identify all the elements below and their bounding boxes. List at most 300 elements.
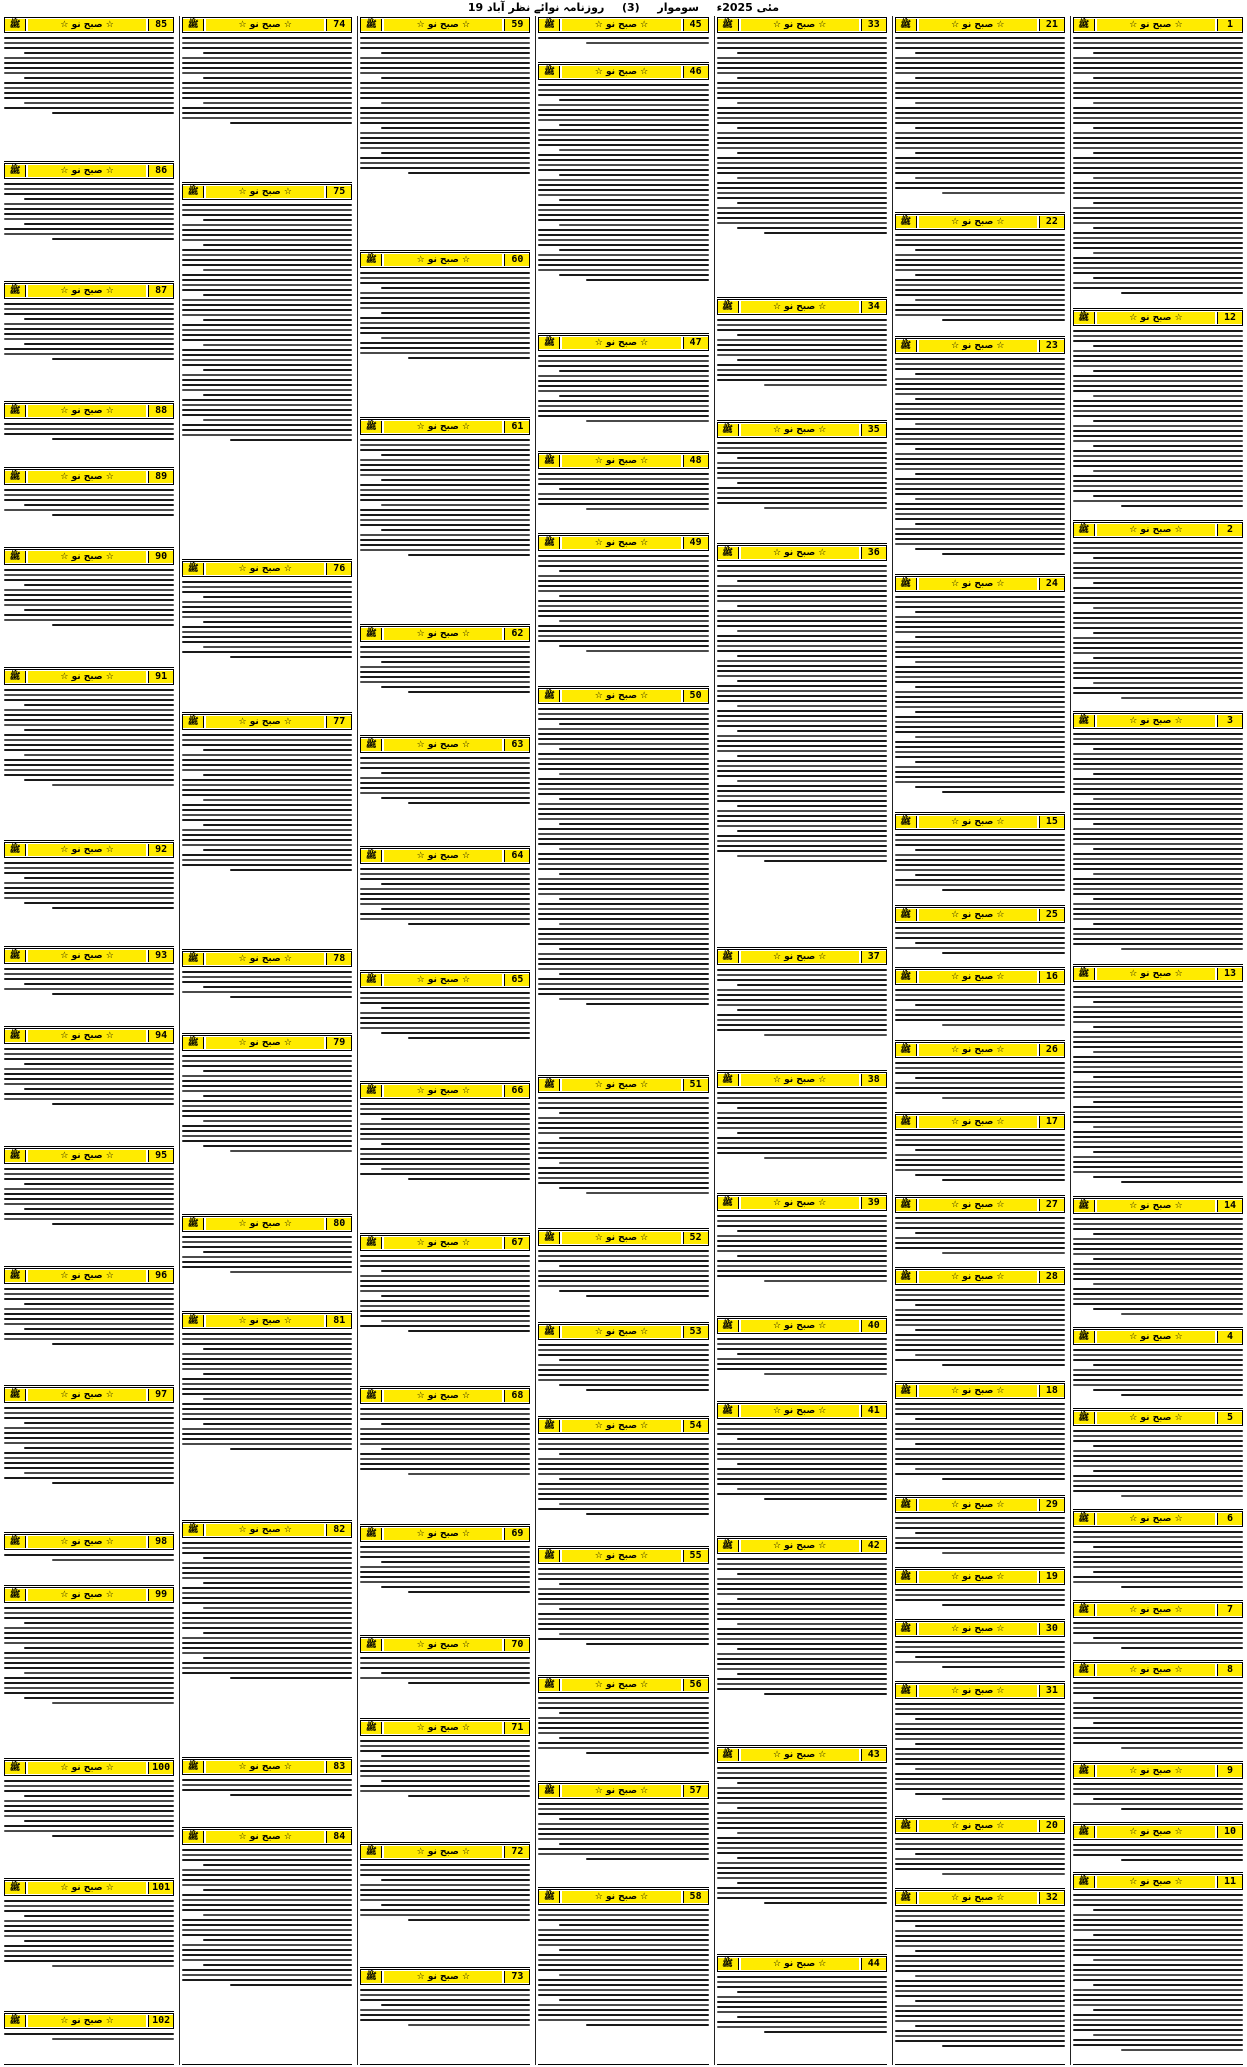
masthead xyxy=(0,0,1247,16)
classified-ad xyxy=(182,16,352,183)
ad-number: 31 xyxy=(1039,1685,1064,1697)
ad-title: ☆ صبح نو ☆ xyxy=(28,1589,146,1601)
ad-text-block xyxy=(895,1835,1065,1886)
calligraphy-icon: ﷺ xyxy=(361,1722,382,1734)
classified-ad xyxy=(1073,309,1243,521)
classified-ad xyxy=(538,1076,708,1229)
classified-ad xyxy=(360,1843,530,1968)
ad-number: 100 xyxy=(148,1762,173,1774)
classified-ad xyxy=(895,1620,1065,1682)
calligraphy-icon: ﷺ xyxy=(718,951,739,963)
calligraphy-icon: ﷺ xyxy=(361,850,382,862)
ad-title: ☆ صبح نو ☆ xyxy=(384,421,502,433)
classified-ad xyxy=(360,847,530,972)
ad-title: ☆ صبح نو ☆ xyxy=(919,1116,1037,1128)
ad-title: ☆ صبح نو ☆ xyxy=(741,1405,859,1417)
classified-ad xyxy=(895,968,1065,1040)
ad-number: 32 xyxy=(1039,1892,1064,1904)
ad-header xyxy=(182,1313,352,1329)
ad-header xyxy=(1073,310,1243,326)
ad-number: 3 xyxy=(1217,715,1242,727)
ad-number: 54 xyxy=(683,1420,708,1432)
ad-text-block xyxy=(1073,1780,1243,1820)
ad-header xyxy=(1073,1662,1243,1678)
ad-text-block xyxy=(360,436,530,623)
ad-text-block xyxy=(4,1285,174,1384)
classified-ad xyxy=(717,1317,887,1403)
calligraphy-icon: ﷺ xyxy=(5,165,26,177)
ad-header xyxy=(538,1230,708,1246)
ad-text-block xyxy=(717,1764,887,1952)
classified-ad xyxy=(717,1955,887,2065)
ad-header xyxy=(4,403,174,419)
classified-ad xyxy=(538,334,708,452)
classified-ad xyxy=(360,1387,530,1525)
classified-ad xyxy=(360,736,530,847)
ad-title: ☆ صبح نو ☆ xyxy=(562,337,680,349)
classified-ad xyxy=(538,16,708,63)
calligraphy-icon: ﷺ xyxy=(718,1197,739,1209)
ad-header xyxy=(360,972,530,988)
classified-ad xyxy=(895,1496,1065,1568)
ad-header xyxy=(895,1269,1065,1285)
calligraphy-icon: ﷺ xyxy=(5,1389,26,1401)
classified-ad xyxy=(4,841,174,947)
ad-title: ☆ صبح نو ☆ xyxy=(206,563,324,575)
calligraphy-icon: ﷺ xyxy=(183,1831,204,1843)
ad-header xyxy=(4,283,174,299)
ad-header xyxy=(717,17,887,33)
ad-text-block xyxy=(1073,1679,1243,1759)
calligraphy-icon: ﷺ xyxy=(361,421,382,433)
ad-text-block xyxy=(360,269,530,414)
classified-ad xyxy=(182,1521,352,1758)
ad-text-block xyxy=(717,316,887,418)
classified-ad xyxy=(538,687,708,1076)
ad-title: ☆ صبح نو ☆ xyxy=(384,1085,502,1097)
ad-text-block xyxy=(4,566,174,665)
ad-title: ☆ صبح نو ☆ xyxy=(1097,1513,1215,1525)
classified-ad xyxy=(4,1027,174,1147)
classified-ad xyxy=(895,575,1065,813)
classified-ad xyxy=(895,213,1065,337)
ad-title: ☆ صبح نو ☆ xyxy=(384,19,502,31)
ad-header xyxy=(360,1388,530,1404)
ad-header xyxy=(717,1956,887,1972)
calligraphy-icon: ﷺ xyxy=(539,1679,560,1691)
ad-header xyxy=(4,1387,174,1403)
ad-title: ☆ صبح نو ☆ xyxy=(1097,715,1215,727)
calligraphy-icon: ﷺ xyxy=(361,1390,382,1402)
ad-header xyxy=(1073,17,1243,33)
calligraphy-icon: ﷺ xyxy=(718,1320,739,1332)
classified-ad xyxy=(4,1533,174,1586)
ad-number: 68 xyxy=(504,1390,529,1402)
ad-number: 101 xyxy=(148,1882,173,1894)
ad-text-block xyxy=(895,231,1065,334)
ad-title: ☆ صبح نو ☆ xyxy=(28,551,146,563)
ad-number: 36 xyxy=(861,547,886,559)
calligraphy-icon: ﷺ xyxy=(539,1785,560,1797)
ad-text-block xyxy=(1073,1891,1243,2062)
ad-text-block xyxy=(717,562,887,946)
ad-number: 65 xyxy=(504,974,529,986)
ad-number: 39 xyxy=(861,1197,886,1209)
calligraphy-icon: ﷺ xyxy=(539,337,560,349)
classified-ad xyxy=(360,251,530,417)
calligraphy-icon: ﷺ xyxy=(539,1891,560,1903)
classified-ad xyxy=(4,282,174,402)
ad-column xyxy=(535,16,710,2065)
ad-number: 34 xyxy=(861,301,886,313)
ad-title: ☆ صبح نو ☆ xyxy=(562,1326,680,1338)
classified-ad xyxy=(182,1312,352,1521)
classified-ad xyxy=(360,1719,530,1844)
ad-text-block xyxy=(360,1405,530,1522)
ad-title: ☆ صبح نو ☆ xyxy=(384,1528,502,1540)
classified-ad xyxy=(895,906,1065,968)
ad-title: ☆ صبح نو ☆ xyxy=(1097,968,1215,980)
ad-text-block xyxy=(1073,1841,1243,1870)
ad-title: ☆ صبح نو ☆ xyxy=(28,1270,146,1282)
ad-text-block xyxy=(1073,1346,1243,1406)
ad-text-block xyxy=(4,686,174,838)
ad-number: 46 xyxy=(683,66,708,78)
ad-text-block xyxy=(895,986,1065,1037)
ad-header xyxy=(4,1587,174,1603)
ad-header xyxy=(360,848,530,864)
ad-number: 18 xyxy=(1039,1385,1064,1397)
ad-title: ☆ صبح نو ☆ xyxy=(384,739,502,751)
classified-ad xyxy=(717,1746,887,1955)
ad-title: ☆ صبح نو ☆ xyxy=(1097,1826,1215,1838)
ad-header xyxy=(1073,522,1243,538)
ad-text-block xyxy=(895,1286,1065,1379)
calligraphy-icon: ﷺ xyxy=(718,1540,739,1552)
classified-ad xyxy=(1073,965,1243,1197)
classified-ad xyxy=(182,1034,352,1215)
ad-header xyxy=(4,469,174,485)
ad-header xyxy=(4,1148,174,1164)
classified-ad xyxy=(182,1828,352,2065)
ad-text-block xyxy=(182,731,352,947)
ad-title: ☆ صبح نو ☆ xyxy=(1097,1200,1215,1212)
ad-header xyxy=(4,948,174,964)
classified-ad xyxy=(4,1386,174,1532)
calligraphy-icon: ﷺ xyxy=(183,1218,204,1230)
ad-number: 26 xyxy=(1039,1044,1064,1056)
classified-ad xyxy=(717,1402,887,1537)
classified-ad xyxy=(182,950,352,1034)
ad-text-block xyxy=(1073,730,1243,961)
classified-ad xyxy=(538,1547,708,1677)
ad-header xyxy=(895,1197,1065,1213)
ad-title: ☆ صبح نو ☆ xyxy=(562,1420,680,1432)
calligraphy-icon: ﷺ xyxy=(896,216,917,228)
ad-title: ☆ صبح نو ☆ xyxy=(384,1722,502,1734)
calligraphy-icon: ﷺ xyxy=(361,254,382,266)
classified-ad xyxy=(895,1382,1065,1496)
ad-text-block xyxy=(538,352,708,449)
ad-number: 14 xyxy=(1217,1200,1242,1212)
ad-number: 64 xyxy=(504,850,529,862)
ad-number: 11 xyxy=(1217,1876,1242,1888)
ad-title: ☆ صبح نو ☆ xyxy=(384,628,502,640)
calligraphy-icon: ﷺ xyxy=(1074,1765,1095,1777)
ad-title: ☆ صبح نو ☆ xyxy=(28,950,146,962)
ad-title: ☆ صبح نو ☆ xyxy=(1097,1664,1215,1676)
ad-divider xyxy=(360,2064,530,2065)
classified-ad xyxy=(4,2012,174,2065)
ad-header xyxy=(895,814,1065,830)
classified-ad xyxy=(182,713,352,950)
ad-number: 38 xyxy=(861,1074,886,1086)
classified-ad xyxy=(1073,16,1243,309)
ad-text-block xyxy=(4,859,174,944)
ad-number: 97 xyxy=(148,1389,173,1401)
classified-ad xyxy=(538,1888,708,2065)
ad-number: 80 xyxy=(326,1218,351,1230)
ad-title: ☆ صبح نو ☆ xyxy=(28,1536,146,1548)
ad-header xyxy=(360,626,530,642)
ad-header xyxy=(895,907,1065,923)
classified-ad xyxy=(360,418,530,626)
ad-header xyxy=(538,1418,708,1434)
ad-number: 84 xyxy=(326,1831,351,1843)
calligraphy-icon: ﷺ xyxy=(5,671,26,683)
calligraphy-icon: ﷺ xyxy=(718,1958,739,1970)
calligraphy-icon: ﷺ xyxy=(896,1623,917,1635)
ad-header xyxy=(717,1072,887,1088)
ad-text-block xyxy=(895,1586,1065,1617)
classified-ad xyxy=(717,948,887,1071)
calligraphy-icon: ﷺ xyxy=(1074,968,1095,980)
ad-divider xyxy=(895,2064,1065,2065)
ad-text-block xyxy=(895,34,1065,210)
ad-number: 21 xyxy=(1039,19,1064,31)
ad-title: ☆ صبح نو ☆ xyxy=(741,301,859,313)
calligraphy-icon: ﷺ xyxy=(183,953,204,965)
classified-ad xyxy=(360,971,530,1082)
ad-title: ☆ صبح نو ☆ xyxy=(562,537,680,549)
ad-number: 81 xyxy=(326,1315,351,1327)
ad-number: 79 xyxy=(326,1037,351,1049)
ad-header xyxy=(717,1195,887,1211)
ad-number: 98 xyxy=(148,1536,173,1548)
classified-ad xyxy=(717,421,887,544)
calligraphy-icon: ﷺ xyxy=(361,1085,382,1097)
classifieds-page xyxy=(2,16,1245,2065)
ad-title: ☆ صبح نو ☆ xyxy=(741,1074,859,1086)
ad-number: 29 xyxy=(1039,1499,1064,1511)
ad-number: 44 xyxy=(861,1958,886,1970)
classified-ad xyxy=(1073,1823,1243,1873)
calligraphy-icon: ﷺ xyxy=(361,19,382,31)
calligraphy-icon: ﷺ xyxy=(896,816,917,828)
ad-header xyxy=(4,1880,174,1896)
classified-ad xyxy=(717,1537,887,1746)
ad-number: 89 xyxy=(148,471,173,483)
ad-number: 8 xyxy=(1217,1664,1242,1676)
calligraphy-icon: ﷺ xyxy=(539,537,560,549)
ad-title: ☆ صبح نو ☆ xyxy=(919,19,1037,31)
ad-text-block xyxy=(1073,983,1243,1194)
calligraphy-icon: ﷺ xyxy=(539,1550,560,1562)
ad-number: 61 xyxy=(504,421,529,433)
classified-ad xyxy=(360,1082,530,1234)
ad-text-block xyxy=(182,1846,352,2062)
calligraphy-icon: ﷺ xyxy=(896,340,917,352)
ad-header xyxy=(717,422,887,438)
classified-ad xyxy=(182,560,352,713)
ad-number: 82 xyxy=(326,1524,351,1536)
ad-number: 42 xyxy=(861,1540,886,1552)
ad-title: ☆ صبح نو ☆ xyxy=(384,1237,502,1249)
ad-divider xyxy=(4,2064,174,2065)
ad-header xyxy=(895,1683,1065,1699)
classified-ad xyxy=(717,16,887,298)
ad-text-block xyxy=(4,965,174,1024)
ad-number: 33 xyxy=(861,19,886,31)
ad-header xyxy=(360,1969,530,1985)
ad-text-block xyxy=(360,989,530,1079)
classified-ad xyxy=(895,1889,1065,2065)
ad-text-block xyxy=(182,578,352,710)
classified-ad xyxy=(717,298,887,421)
classified-ad xyxy=(360,16,530,251)
ad-text-block xyxy=(182,1776,352,1825)
ad-number: 9 xyxy=(1217,1765,1242,1777)
ad-title: ☆ صبح نو ☆ xyxy=(384,850,502,862)
ad-text-block xyxy=(538,1341,708,1414)
classified-ad xyxy=(895,1568,1065,1620)
ad-text-block xyxy=(895,1059,1065,1110)
ad-header xyxy=(182,184,352,200)
calligraphy-icon: ﷺ xyxy=(896,1685,917,1697)
classified-ad xyxy=(4,162,174,282)
calligraphy-icon: ﷺ xyxy=(1074,19,1095,31)
ad-number: 20 xyxy=(1039,1820,1064,1832)
classified-ad xyxy=(4,548,174,668)
masthead-page: (3) xyxy=(621,1,640,14)
ad-header xyxy=(1073,1763,1243,1779)
calligraphy-icon: ﷺ xyxy=(896,578,917,590)
classified-ad xyxy=(182,1758,352,1828)
ad-number: 66 xyxy=(504,1085,529,1097)
calligraphy-icon: ﷺ xyxy=(361,739,382,751)
ad-title: ☆ صبح نو ☆ xyxy=(28,671,146,683)
ad-text-block xyxy=(4,486,174,545)
classified-ad xyxy=(360,1525,530,1636)
classified-ad xyxy=(4,402,174,469)
calligraphy-icon: ﷺ xyxy=(361,1528,382,1540)
ad-text-block xyxy=(717,34,887,295)
ad-title: ☆ صبح نو ☆ xyxy=(28,405,146,417)
ad-divider xyxy=(717,2064,887,2065)
ad-header xyxy=(895,214,1065,230)
ad-number: 27 xyxy=(1039,1199,1064,1211)
ad-title: ☆ صبح نو ☆ xyxy=(206,716,324,728)
ad-number: 6 xyxy=(1217,1513,1242,1525)
ad-number: 51 xyxy=(683,1079,708,1091)
ad-number: 57 xyxy=(683,1785,708,1797)
ad-header xyxy=(895,1497,1065,1513)
ad-header xyxy=(895,17,1065,33)
ad-title: ☆ صبح نو ☆ xyxy=(28,2015,146,2027)
ad-header xyxy=(895,576,1065,592)
ad-number: 37 xyxy=(861,951,886,963)
ad-title: ☆ صبح نو ☆ xyxy=(1097,1765,1215,1777)
ad-text-block xyxy=(1073,1528,1243,1598)
classified-ad xyxy=(895,1817,1065,1889)
ad-text-block xyxy=(360,1543,530,1633)
ad-title: ☆ صبح نو ☆ xyxy=(741,951,859,963)
ad-number: 71 xyxy=(504,1722,529,1734)
ad-number: 45 xyxy=(683,19,708,31)
ad-number: 50 xyxy=(683,690,708,702)
classified-ad xyxy=(182,1215,352,1313)
calligraphy-icon: ﷺ xyxy=(896,1116,917,1128)
ad-text-block xyxy=(895,1131,1065,1193)
ad-title: ☆ صبح نو ☆ xyxy=(562,1550,680,1562)
ad-title: ☆ صبح نو ☆ xyxy=(28,471,146,483)
ad-header xyxy=(717,1747,887,1763)
ad-header xyxy=(1073,1329,1243,1345)
calligraphy-icon: ﷺ xyxy=(5,471,26,483)
ad-text-block xyxy=(1073,1619,1243,1659)
ad-title: ☆ صبح نو ☆ xyxy=(562,66,680,78)
ad-title: ☆ صبح نو ☆ xyxy=(919,1685,1037,1697)
ad-text-block xyxy=(182,201,352,556)
ad-header xyxy=(895,1383,1065,1399)
ad-header xyxy=(538,1548,708,1564)
ad-text-block xyxy=(1073,1427,1243,1507)
classified-ad xyxy=(717,1071,887,1194)
classified-ad xyxy=(360,1636,530,1719)
ad-text-block xyxy=(360,1100,530,1231)
ad-number: 2 xyxy=(1217,524,1242,536)
classified-ad xyxy=(360,1968,530,2065)
ad-text-block xyxy=(4,180,174,279)
ad-number: 35 xyxy=(861,424,886,436)
ad-text-block xyxy=(717,1973,887,2062)
classified-ad xyxy=(1073,1197,1243,1328)
classified-ad xyxy=(4,1759,174,1879)
ad-header xyxy=(360,419,530,435)
ad-number: 1 xyxy=(1217,19,1242,31)
ad-header xyxy=(538,17,708,33)
ad-number: 28 xyxy=(1039,1271,1064,1283)
ad-text-block xyxy=(538,1800,708,1885)
ad-title: ☆ صبح نو ☆ xyxy=(919,1385,1037,1397)
ad-text-block xyxy=(895,1700,1065,1814)
ad-title: ☆ صبح نو ☆ xyxy=(1097,312,1215,324)
calligraphy-icon: ﷺ xyxy=(5,1150,26,1162)
ad-title: ☆ صبح نو ☆ xyxy=(384,1390,502,1402)
ad-title: ☆ صبح نو ☆ xyxy=(562,455,680,467)
ad-title: ☆ صبح نو ☆ xyxy=(562,1679,680,1691)
calligraphy-icon: ﷺ xyxy=(896,971,917,983)
ad-number: 74 xyxy=(326,19,351,31)
ad-number: 85 xyxy=(148,19,173,31)
ad-number: 76 xyxy=(326,563,351,575)
ad-title: ☆ صبح نو ☆ xyxy=(562,19,680,31)
ad-title: ☆ صبح نو ☆ xyxy=(28,165,146,177)
ad-header xyxy=(360,1526,530,1542)
ad-header xyxy=(4,2013,174,2029)
classified-ad xyxy=(538,1676,708,1782)
calligraphy-icon: ﷺ xyxy=(361,974,382,986)
